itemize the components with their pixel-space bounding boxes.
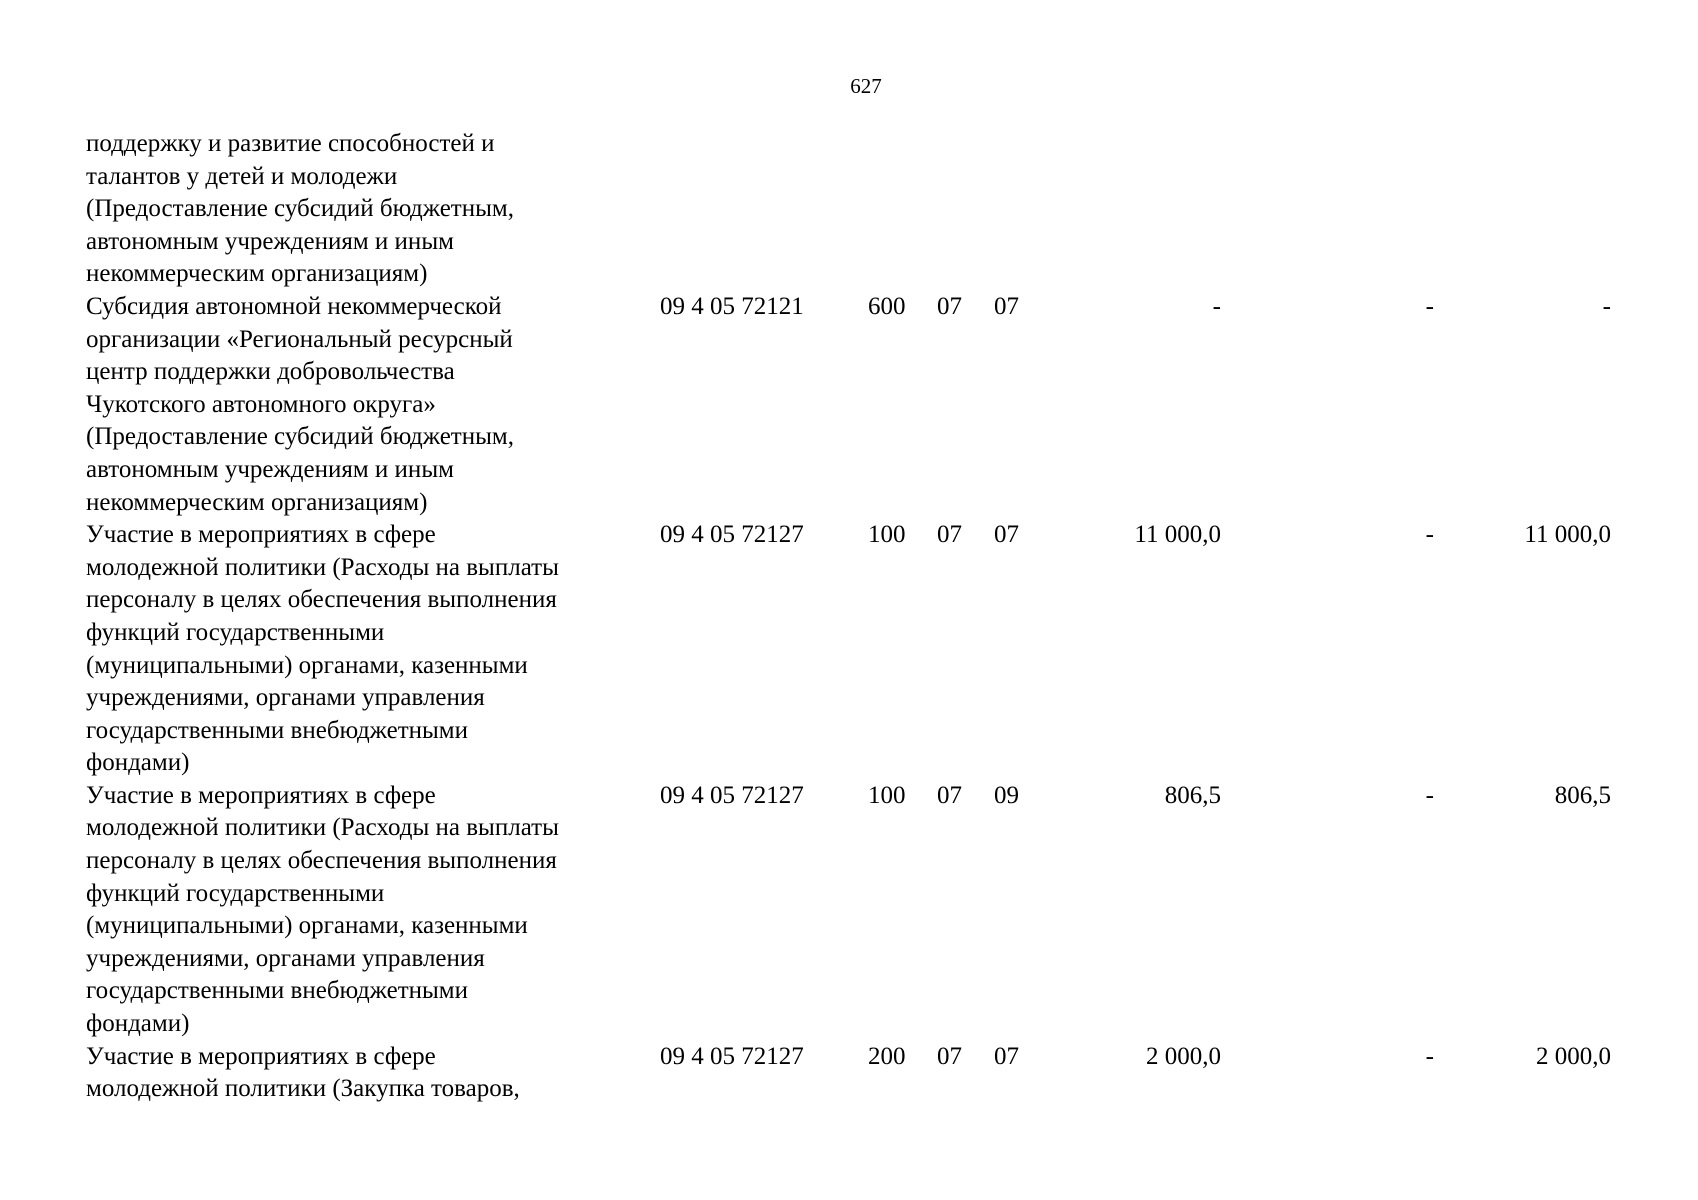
row-target-code: 09 4 05 72127 — [660, 1042, 804, 1070]
row-subsection: 07 — [994, 1042, 1019, 1070]
row-target-code: 09 4 05 72121 — [660, 292, 804, 320]
row-subsection: 07 — [994, 521, 1019, 549]
row-amount-total: 2 000,0 — [1146, 1042, 1221, 1070]
row-description: Участие в мероприятиях в сфере молодежной политики (Расходы на выплаты персоналу в целях обеспечения выполнения функций государственными (муниципальными) органами, казенными учреждениями, органами управления государственными внебюджетными фондами) — [86, 521, 559, 777]
row-target-code: 09 4 05 72127 — [660, 781, 804, 809]
row-expense-type: 100 — [868, 521, 906, 549]
row-amount-federal: - — [1425, 1042, 1434, 1070]
row-section: 07 — [937, 781, 962, 809]
row-amount-total: 806,5 — [1164, 781, 1221, 809]
row-section: 07 — [937, 521, 962, 549]
row-section: 07 — [937, 1042, 962, 1070]
row-amount-federal: - — [1425, 781, 1434, 809]
table-row — [86, 1041, 1646, 1106]
table-row — [86, 519, 1646, 780]
row-description: Участие в мероприятиях в сфере молодежной политики (Расходы на выплаты персоналу в целях обеспечения выполнения функций государственными (муниципальными) органами, казенными учреждениями, органами управления государственными внебюджетными фондами) — [86, 781, 559, 1038]
table-row — [86, 291, 1646, 519]
row-amount-total: - — [1212, 292, 1221, 320]
row-expense-type: 100 — [868, 781, 906, 809]
row-amount-regional: 11 000,0 — [1524, 521, 1611, 549]
row-target-code: 09 4 05 72127 — [660, 521, 804, 549]
row-amount-regional: 806,5 — [1554, 781, 1611, 809]
row-amount-regional: 2 000,0 — [1536, 1042, 1611, 1070]
row-amount-total: 11 000,0 — [1134, 521, 1221, 549]
table-row — [86, 128, 1646, 291]
budget-table — [86, 128, 1646, 1106]
row-expense-type: 600 — [868, 292, 906, 320]
row-description: Субсидия автономной некоммерческой организации «Региональный ресурсный центр поддержки добровольчества Чукотского автономного округа» (Предоставление субсидий бюджетным, автономным учреждениям и иным некоммерческим организациям) — [86, 292, 514, 516]
row-section: 07 — [937, 292, 962, 320]
row-subsection: 09 — [994, 781, 1019, 809]
page-number: 627 — [850, 74, 882, 98]
row-amount-regional: - — [1602, 292, 1611, 320]
row-subsection: 07 — [994, 292, 1019, 320]
table-row — [86, 780, 1646, 1041]
row-expense-type: 200 — [868, 1042, 906, 1070]
row-amount-federal: - — [1425, 292, 1434, 320]
row-description: Участие в мероприятиях в сфере молодежной политики (Закупка товаров, — [86, 1042, 520, 1103]
row-description: поддержку и развитие способностей и талантов у детей и молодежи (Предоставление субсидий бюджетным, автономным учреждениям и иным некоммерческим организациям) — [86, 130, 514, 288]
row-amount-federal: - — [1425, 521, 1434, 549]
